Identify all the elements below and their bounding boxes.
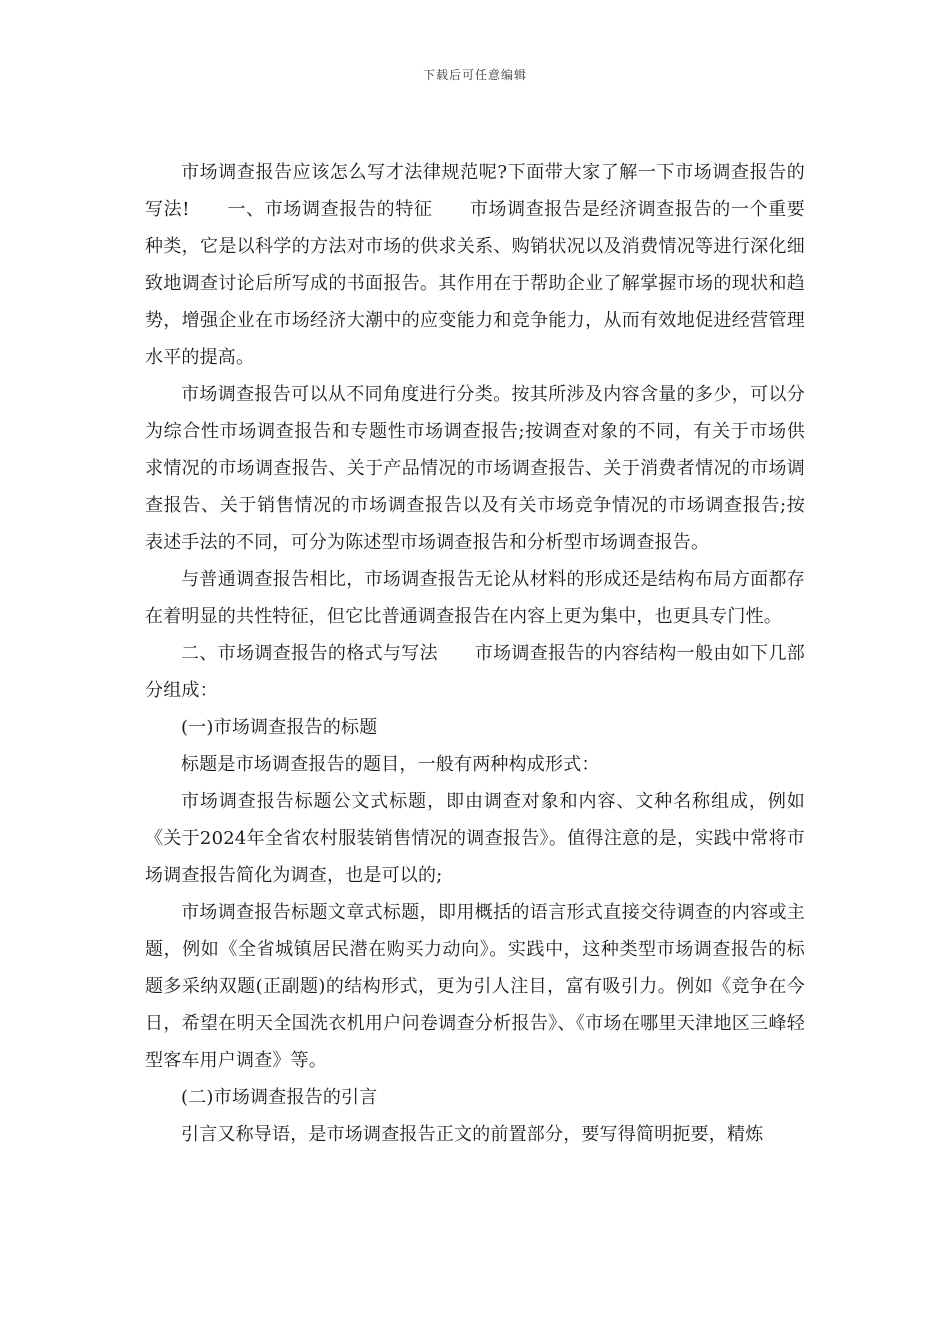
subsection-title-heading: (一)市场调查报告的标题 <box>181 717 378 738</box>
intro-definition-paragraph: 引言又称导语，是市场调查报告正文的前置部分，要写得简明扼要，精炼 <box>181 1124 764 1145</box>
section-two-heading: 二、市场调查报告的格式与写法 市场调查报告的内容结构一般由如下几部分组成： <box>145 643 805 701</box>
subsection-intro-heading: (二)市场调查报告的引言 <box>181 1087 378 1108</box>
intro-paragraph: 市场调查报告应该怎么写才法律规范呢?下面带大家了解一下市场调查报告的写法! 一、市场调查报告的特征 市场调查报告是经济调查报告的一个重要种类，它是以科学的方法对市场的供求关系、购销状况以及消费情况等进行深化细致地调查讨论后所写成的书面报告。其作用在于帮助企业了解掌握市场的现状和趋势，增强企业在市场经济大潮中的应变能力和竞争能力，从而有效地促进经营管理水平的提高。 <box>145 162 805 368</box>
page-header: 下载后可任意编辑 <box>422 68 527 82</box>
comparison-paragraph: 与普通调查报告相比，市场调查报告无论从材料的形成还是结构布局方面都存在着明显的共性特征，但它比普通调查报告在内容上更为集中，也更具专门性。 <box>145 569 805 627</box>
classification-paragraph: 市场调查报告可以从不同角度进行分类。按其所涉及内容含量的多少，可以分为综合性市场调查报告和专题性市场调查报告;按调查对象的不同，有关于市场供求情况的市场调查报告、关于产品情况的市场调查报告、关于消费者情况的市场调查报告、关于销售情况的市场调查报告以及有关市场竞争情况的市场调查报告;按表述手法的不同，可分为陈述型市场调查报告和分析型市场调查报告。 <box>145 384 805 553</box>
title-forms-paragraph: 标题是市场调查报告的题目，一般有两种构成形式： <box>181 754 600 775</box>
article-title-paragraph: 市场调查报告标题文章式标题，即用概括的语言形式直接交待调查的内容或主题，例如《全省城镇居民潜在购买力动向》。实践中，这种类型市场调查报告的标题多采纳双题(正副题)的结构形式，更为引人注目，富有吸引力。例如《竞争在今日，希望在明天全国洗衣机用户问卷调查分析报告》、《市场在哪里天津地区三峰轻型客车用户调查》等。 <box>145 902 805 1071</box>
official-title-paragraph: 市场调查报告标题公文式标题，即由调查对象和内容、文种名称组成，例如《关于2024年全省农村服装销售情况的调查报告》。值得注意的是，实践中常将市场调查报告简化为调查，也是可以的; <box>145 791 805 886</box>
document-body <box>145 154 805 1153</box>
